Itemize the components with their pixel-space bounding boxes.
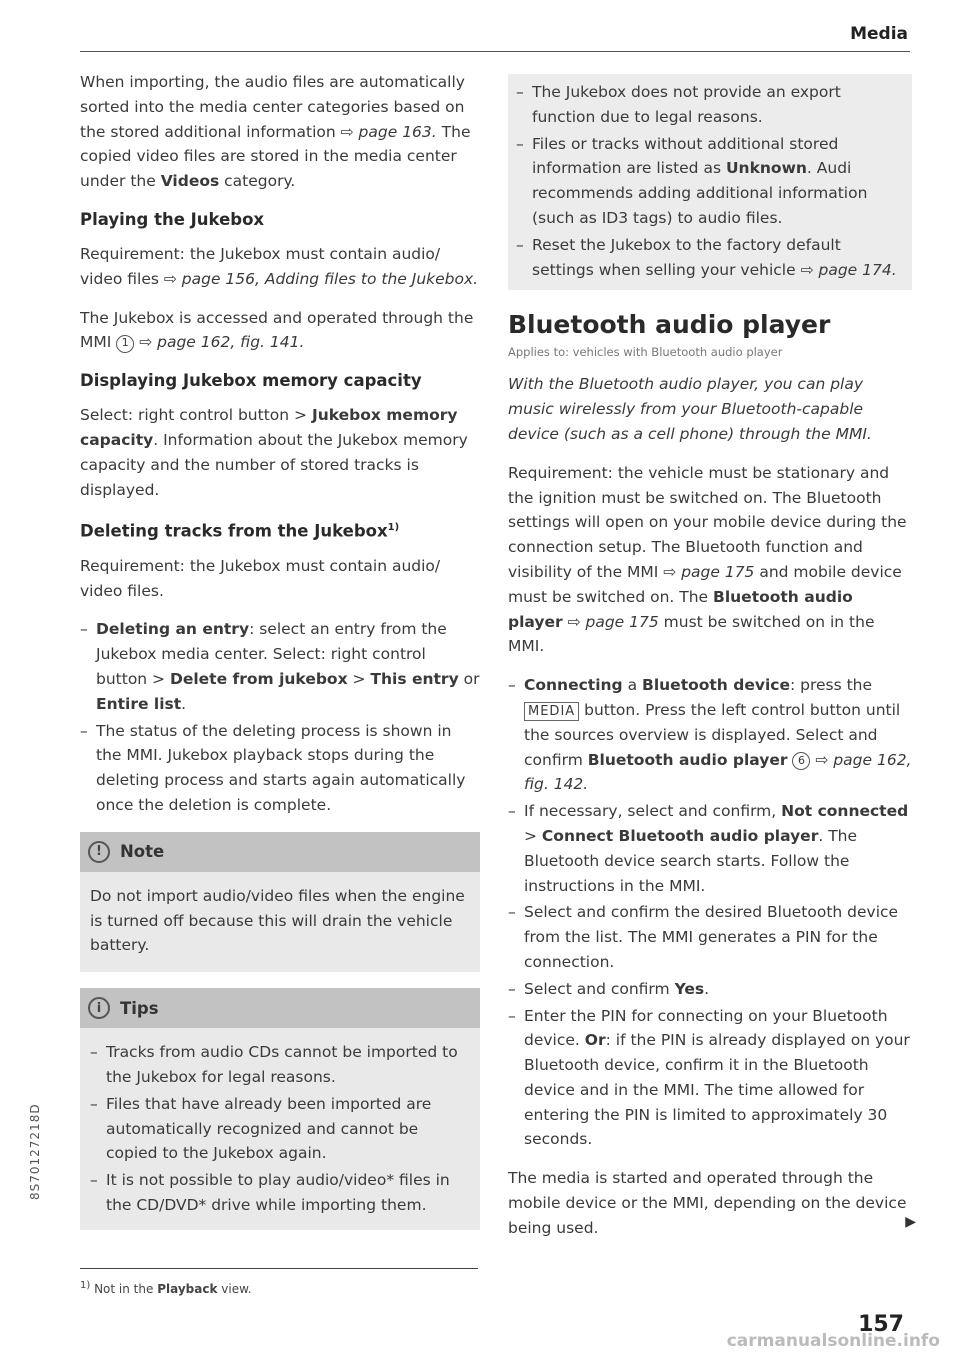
heading-deleting-tracks: Deleting tracks from the Jukebox$^{1)}$ (80, 521, 400, 541)
heading-memory-capacity: Displaying Jukebox memory capacity (80, 371, 422, 391)
page-ref-link[interactable]: ⇨ page 163. (340, 122, 437, 141)
page-ref-link[interactable]: ⇨ page 175 (663, 562, 755, 581)
page-ref-link[interactable]: ⇨ page 174. (800, 260, 897, 279)
callout-number-icon: 1 (116, 335, 134, 353)
list-item: – It is not possible to play audio/video* files in the CD/DVD* drive while importing them. (90, 1168, 470, 1218)
intro-paragraph: With the Bluetooth audio player, you can play music wirelessly from your Bluetooth-capable device (such as a cell phone) through the MMI. (508, 375, 872, 443)
applies-to: Applies to: vehicles with Bluetooth audio player (508, 345, 783, 360)
list-item: – Select and confirm the desired Bluetooth device from the list. The MMI generates a PIN for the connection. (508, 900, 912, 974)
list-item: – Files that have already been imported are automatically recognized and cannot be copied to the Jukebox again. (90, 1092, 470, 1166)
tips-header (80, 988, 480, 1028)
access-paragraph: The Jukebox is accessed and operated through the MMI 1 ⇨ page 162, fig. 141. (80, 308, 474, 352)
heading-playing-jukebox: Playing the Jukebox (80, 209, 265, 229)
media-key-label: MEDIA (524, 702, 579, 721)
section-title: Media (850, 24, 908, 44)
tips-label: Tips (120, 998, 159, 1018)
footnote: $^{1)}$ Not in the Playback view. (80, 1280, 252, 1296)
delete-list (80, 617, 480, 817)
requirement-paragraph: Requirement: the vehicle must be stationary and the ignition must be switched on. The Bluetooth settings will open on your mobile device during the connection setup. The Bluetooth function and visibility of the MMI ⇨ page 175 and mobile device must be switched on. The Bluetooth audio player ⇨ page 175 must be switched on in the MMI. (508, 463, 907, 656)
page-ref-link[interactable]: ⇨ page 156, Adding files to the Jukebox. (163, 269, 479, 288)
list-item: – The Jukebox does not provide an export function due to legal reasons. (516, 80, 904, 130)
tips-box (80, 988, 480, 1230)
closing-paragraph: The media is started and operated through the mobile device or the MMI, depending on the device being used. (508, 1169, 907, 1237)
note-box (80, 832, 480, 972)
requirement-paragraph: Requirement: the Jukebox must contain audio/ video files. (80, 556, 441, 600)
page-ref-link[interactable]: ⇨ page 162, fig. 141. (139, 333, 305, 352)
note-text: Do not import audio/video files when the engine is turned off because this will drain the vehicle battery. (90, 886, 465, 955)
select-paragraph: Select: right control button > Jukebox memory capacity. Information about the Jukebox memory capacity and the number of stored tracks is displayed. (80, 406, 468, 499)
list-item: – If necessary, select and confirm, Not connected > Connect Bluetooth audio player. The Bluetooth device search starts. Follow the instructions in the MMI. (508, 799, 912, 898)
list-item: – Deleting an entry: select an entry from the Jukebox media center. Select: right control button > Delete from jukebox > This entry or Entire list. (80, 617, 480, 716)
import-paragraph: When importing, the audio files are automatically sorted into the media center categories based on the stored additional information ⇨ page 163. The copied video files are stored in the media center under the Videos category. (80, 73, 471, 191)
callout-number-icon: 6 (792, 752, 810, 770)
document-code: 8S70127218D (28, 1103, 42, 1200)
list-item: – Files or tracks without additional stored information are listed as Unknown. Audi recommends adding additional information (such as ID3 tags) to audio files. (516, 132, 904, 231)
note-header (80, 832, 480, 872)
list-item: – Tracks from audio CDs cannot be imported to the Jukebox for legal reasons. (90, 1040, 470, 1090)
requirement-paragraph: Requirement: the Jukebox must contain audio/ video files ⇨ page 156, Adding files to the Jukebox. (80, 244, 479, 288)
header-rule (80, 51, 910, 52)
info-icon: i (88, 997, 110, 1019)
caution-icon: ! (88, 841, 110, 863)
jukebox-notes-box (508, 74, 912, 290)
list-item: – Select and confirm Yes. (508, 977, 912, 1002)
list-item: – The status of the deleting process is shown in the MMI. Jukebox playback stops during the deleting process and starts again automatically once the deletion is complete. (80, 719, 480, 818)
watermark-logo: carmanualsonline.info (726, 1331, 940, 1351)
page-number: 157 (858, 1312, 904, 1337)
left-column (80, 70, 480, 1246)
page-ref-link[interactable]: ⇨ page 175 (562, 612, 659, 631)
page-ref-link[interactable]: ⇨ page 162, fig. 142. (524, 750, 912, 794)
right-column (508, 74, 912, 1255)
footnote-rule (80, 1268, 478, 1269)
heading-bluetooth-audio-player: Bluetooth audio player (508, 310, 831, 340)
list-item: – Reset the Jukebox to the factory default settings when selling your vehicle ⇨ page 174. (516, 233, 904, 283)
footnote-marker: 1) (387, 522, 400, 534)
list-item: – Enter the PIN for connecting on your Bluetooth device. Or: if the PIN is already displayed on your Bluetooth device, confirm it in the Bluetooth device and in the MMI. The time allowed for entering the PIN is limited to approximately 30 seconds. (508, 1004, 912, 1153)
note-label: Note (120, 842, 165, 862)
list-item: – Connecting a Bluetooth device: press the MEDIA button. Press the left control button until the sources overview is displayed. Select and confirm Bluetooth audio player 6 ⇨ page 162, fig. 142. (508, 673, 912, 797)
connection-steps (508, 673, 912, 1152)
continue-arrow-icon: ▶ (905, 1214, 916, 1230)
tips-list (90, 1040, 470, 1218)
